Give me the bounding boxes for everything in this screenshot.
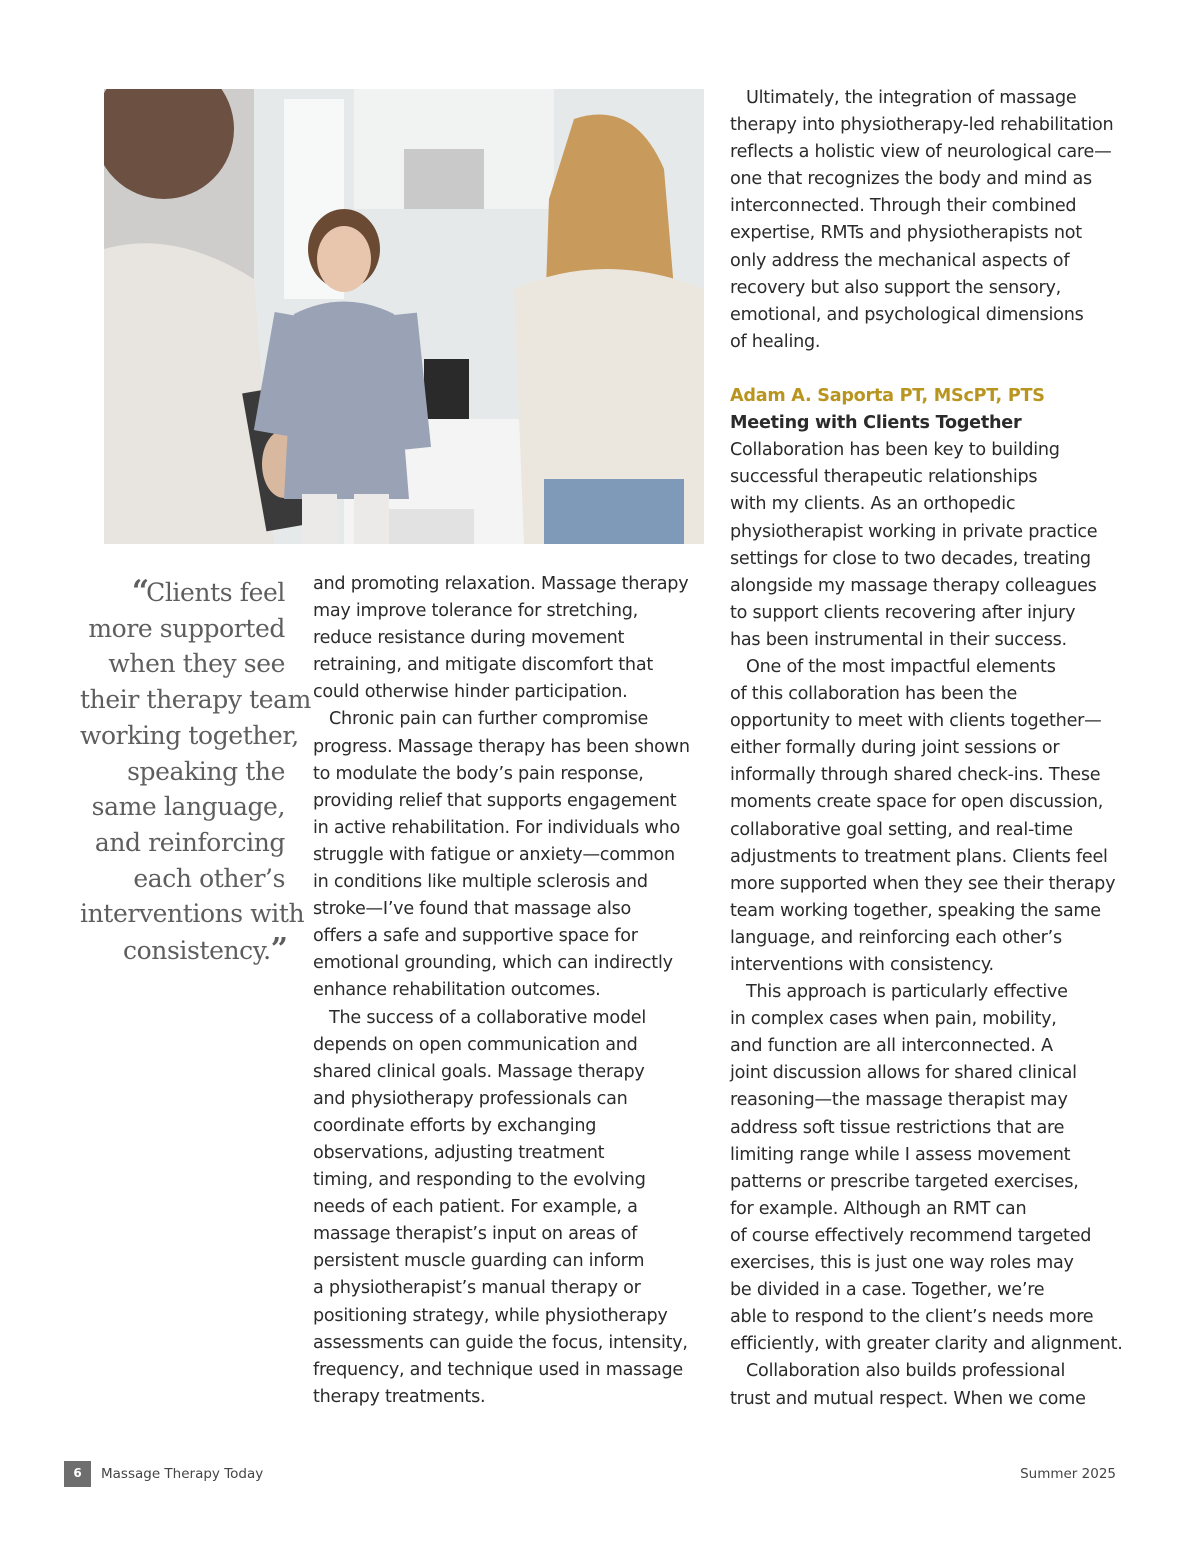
text-line: massage therapist’s input on areas of [313, 1224, 638, 1245]
text-line: to modulate the body’s pain response, [313, 763, 644, 784]
pull-quote-line: their therapy team [80, 685, 311, 715]
text-line: providing relief that supports engagement [313, 790, 677, 811]
section-subheading: Meeting with Clients Together [730, 413, 1022, 434]
text-line: Chronic pain can further compromise [313, 709, 649, 730]
pull-quote-line: “Clients feel [131, 574, 285, 609]
pull-quote-line: consistency.” [123, 932, 285, 968]
text-line: be divided in a case. Together, we’re [730, 1280, 1045, 1301]
text-line: of this collaboration has been the [730, 684, 1018, 705]
text-line: could otherwise hinder participation. [313, 682, 628, 703]
text-line: retraining, and mitigate discomfort that [313, 655, 653, 676]
text-line: progress. Massage therapy has been shown [313, 736, 690, 757]
text-line: interconnected. Through their combined [730, 196, 1077, 217]
text-line: This approach is particularly effective [730, 982, 1068, 1003]
text-line: positioning strategy, while physiotherapy [313, 1305, 668, 1326]
text-line: in complex cases when pain, mobility, [730, 1009, 1057, 1030]
article-column-middle [313, 571, 703, 1411]
pull-quote-line: interventions with [80, 899, 305, 929]
text-line: for example. Although an RMT can [730, 1198, 1027, 1219]
text-line: The success of a collaborative model [313, 1007, 647, 1028]
text-line: moments create space for open discussion, [730, 792, 1104, 813]
text-line: recovery but also support the sensory, [730, 277, 1062, 298]
text-line: Collaboration also builds professional [730, 1361, 1066, 1382]
text-line: opportunity to meet with clients together— [730, 711, 1102, 732]
text-line: adjustments to treatment plans. Clients feel [730, 846, 1108, 867]
text-line: timing, and responding to the evolving [313, 1170, 646, 1191]
text-line: has been instrumental in their success. [730, 629, 1067, 650]
text-line: exercises, this is just one way roles may [730, 1253, 1074, 1274]
text-line: offers a safe and supportive space for [313, 926, 638, 947]
text-line: of healing. [730, 331, 821, 352]
author-byline: Adam A. Saporta PT, MScPT, PTS [730, 386, 1045, 407]
photo-illustration [104, 89, 704, 544]
text-line: with my clients. As an orthopedic [730, 494, 1016, 515]
text-line: persistent muscle guarding can inform [313, 1251, 645, 1272]
pull-quote-line: each other’s [133, 863, 285, 893]
text-line: physiotherapist working in private practice [730, 521, 1098, 542]
text-line: in conditions like multiple sclerosis and [313, 872, 648, 893]
text-line: either formally during joint sessions or [730, 738, 1060, 759]
text-line: coordinate efforts by exchanging [313, 1115, 597, 1136]
article-column-right [730, 85, 1130, 1413]
text-line: reflects a holistic view of neurological care— [730, 142, 1112, 163]
page-footer [64, 1461, 1124, 1487]
text-line: only address the mechanical aspects of [730, 250, 1070, 271]
text-line: successful therapeutic relationships [730, 467, 1038, 488]
text-line: efficiently, with greater clarity and alignment. [730, 1334, 1123, 1355]
text-line: needs of each patient. For example, a [313, 1197, 638, 1218]
text-line: a physiotherapist’s manual therapy or [313, 1278, 641, 1299]
text-line: more supported when they see their therapy [730, 873, 1116, 894]
article-photo [104, 89, 704, 544]
text-line: assessments can guide the focus, intensity, [313, 1332, 688, 1353]
text-line: patterns or prescribe targeted exercises, [730, 1171, 1079, 1192]
text-line: therapy into physiotherapy-led rehabilitation [730, 115, 1114, 136]
text-line: address soft tissue restrictions that are [730, 1117, 1065, 1138]
pull-quote-line: working together, [80, 720, 299, 750]
open-quote-mark: “ [131, 574, 147, 609]
text-line: team working together, speaking the same [730, 900, 1101, 921]
text-line: reduce resistance during movement [313, 628, 625, 649]
text-line: emotional grounding, which can indirectly [313, 953, 673, 974]
text-line: and physiotherapy professionals can [313, 1088, 628, 1109]
text-line: trust and mutual respect. When we come [730, 1388, 1086, 1409]
text-line: emotional, and psychological dimensions [730, 304, 1084, 325]
text-line: and function are all interconnected. A [730, 1036, 1053, 1057]
text-line: in active rehabilitation. For individuals who [313, 817, 680, 838]
text-line: struggle with fatigue or anxiety—common [313, 844, 675, 865]
publication-name: Massage Therapy Today [101, 1466, 264, 1482]
text-line: depends on open communication and [313, 1034, 638, 1055]
page-number: 6 [64, 1461, 91, 1487]
text-line: joint discussion allows for shared clinical [730, 1063, 1077, 1084]
pull-quote-line: same language, [91, 792, 285, 822]
text-line: enhance rehabilitation outcomes. [313, 980, 601, 1001]
text-line: reasoning—the massage therapist may [730, 1090, 1068, 1111]
close-quote-mark: ” [270, 932, 285, 968]
text-line: therapy treatments. [313, 1386, 486, 1407]
text-line: frequency, and technique used in massage [313, 1359, 684, 1380]
spacer [730, 356, 1130, 383]
text-line: of course effectively recommend targeted [730, 1225, 1092, 1246]
text-line: expertise, RMTs and physiotherapists not [730, 223, 1082, 244]
issue-date: Summer 2025 [1020, 1466, 1116, 1482]
text-line: interventions with consistency. [730, 955, 994, 975]
pull-quote-line: and reinforcing [94, 827, 285, 857]
text-line: shared clinical goals. Massage therapy [313, 1061, 645, 1082]
text-line: alongside my massage therapy colleagues [730, 575, 1097, 596]
pull-quote-line: more supported [88, 613, 285, 643]
text-line: limiting range while I assess movement [730, 1144, 1071, 1165]
text-line: Collaboration has been key to building [730, 440, 1060, 461]
text-line: language, and reinforcing each other’s [730, 927, 1062, 948]
text-line: and promoting relaxation. Massage therapy [313, 574, 689, 594]
text-line: may improve tolerance for stretching, [313, 601, 638, 622]
section-body [730, 437, 1130, 1412]
text-line: settings for close to two decades, treating [730, 548, 1091, 569]
intro-paragraph [730, 85, 1130, 356]
pull-quote [80, 574, 311, 969]
text-line: able to respond to the client’s needs more [730, 1307, 1094, 1328]
text-line: Ultimately, the integration of massage [730, 88, 1077, 108]
text-line: observations, adjusting treatment [313, 1142, 605, 1163]
text-line: one that recognizes the body and mind as [730, 169, 1092, 190]
pull-quote-line: when they see [108, 649, 285, 679]
pull-quote-line: speaking the [127, 756, 285, 786]
text-line: collaborative goal setting, and real-time [730, 819, 1073, 840]
text-line: informally through shared check-ins. These [730, 765, 1101, 786]
text-line: One of the most impactful elements [730, 656, 1056, 677]
text-line: to support clients recovering after injury [730, 602, 1076, 623]
text-line: stroke—I’ve found that massage also [313, 899, 632, 920]
